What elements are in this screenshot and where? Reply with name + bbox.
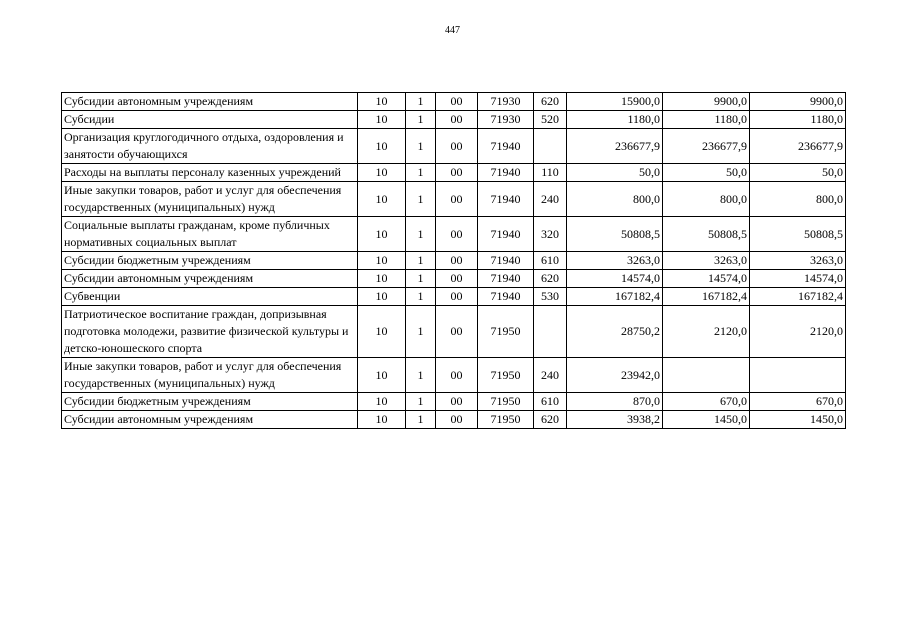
row-name: Субсидии бюджетным учреждениям <box>62 393 358 411</box>
amount-year-3: 50808,5 <box>750 217 846 252</box>
code-program: 00 <box>436 217 478 252</box>
code-section: 10 <box>358 358 406 393</box>
amount-year-1: 3263,0 <box>567 252 663 270</box>
amount-year-3: 236677,9 <box>750 129 846 164</box>
amount-year-1: 14574,0 <box>567 270 663 288</box>
code-article: 71940 <box>478 288 534 306</box>
code-article: 71950 <box>478 306 534 358</box>
code-article: 71930 <box>478 111 534 129</box>
code-article: 71930 <box>478 93 534 111</box>
code-section: 10 <box>358 270 406 288</box>
amount-year-3: 800,0 <box>750 182 846 217</box>
code-expense-type: 320 <box>534 217 567 252</box>
budget-table <box>61 92 846 429</box>
code-section: 10 <box>358 164 406 182</box>
code-program: 00 <box>436 270 478 288</box>
code-article: 71950 <box>478 358 534 393</box>
page-number: 447 <box>445 25 460 36</box>
amount-year-3: 50,0 <box>750 164 846 182</box>
code-expense-type: 610 <box>534 252 567 270</box>
code-expense-type: 610 <box>534 393 567 411</box>
amount-year-2: 9900,0 <box>663 93 750 111</box>
amount-year-3: 167182,4 <box>750 288 846 306</box>
code-article: 71940 <box>478 252 534 270</box>
code-subsection: 1 <box>406 358 436 393</box>
amount-year-1: 3938,2 <box>567 411 663 429</box>
amount-year-3: 9900,0 <box>750 93 846 111</box>
table-row <box>62 306 846 358</box>
code-section: 10 <box>358 306 406 358</box>
amount-year-1: 236677,9 <box>567 129 663 164</box>
code-program: 00 <box>436 358 478 393</box>
table-row <box>62 129 846 164</box>
code-subsection: 1 <box>406 252 436 270</box>
code-subsection: 1 <box>406 393 436 411</box>
amount-year-1: 23942,0 <box>567 358 663 393</box>
row-name: Организация круглогодичного отдыха, оздоровления и занятости обучающихся <box>62 129 358 164</box>
amount-year-2: 167182,4 <box>663 288 750 306</box>
code-subsection: 1 <box>406 411 436 429</box>
amount-year-3: 1180,0 <box>750 111 846 129</box>
code-expense-type: 620 <box>534 411 567 429</box>
amount-year-1: 800,0 <box>567 182 663 217</box>
table-row <box>62 270 846 288</box>
code-program: 00 <box>436 129 478 164</box>
table-row <box>62 217 846 252</box>
row-name: Субсидии автономным учреждениям <box>62 270 358 288</box>
code-program: 00 <box>436 411 478 429</box>
code-subsection: 1 <box>406 288 436 306</box>
amount-year-1: 15900,0 <box>567 93 663 111</box>
code-program: 00 <box>436 252 478 270</box>
code-expense-type <box>534 129 567 164</box>
code-program: 00 <box>436 182 478 217</box>
code-subsection: 1 <box>406 93 436 111</box>
amount-year-3: 3263,0 <box>750 252 846 270</box>
code-subsection: 1 <box>406 270 436 288</box>
amount-year-2: 1180,0 <box>663 111 750 129</box>
table-row <box>62 358 846 393</box>
row-name: Иные закупки товаров, работ и услуг для обеспечения государственных (муниципальных) нужд <box>62 182 358 217</box>
amount-year-2 <box>663 358 750 393</box>
code-subsection: 1 <box>406 306 436 358</box>
code-section: 10 <box>358 182 406 217</box>
row-name: Субсидии автономным учреждениям <box>62 93 358 111</box>
code-expense-type: 620 <box>534 93 567 111</box>
amount-year-2: 14574,0 <box>663 270 750 288</box>
code-expense-type: 240 <box>534 358 567 393</box>
code-expense-type: 620 <box>534 270 567 288</box>
amount-year-2: 670,0 <box>663 393 750 411</box>
table-row <box>62 182 846 217</box>
table-body <box>62 93 846 429</box>
table-row <box>62 411 846 429</box>
amount-year-2: 3263,0 <box>663 252 750 270</box>
row-name: Социальные выплаты гражданам, кроме публичных нормативных социальных выплат <box>62 217 358 252</box>
amount-year-1: 1180,0 <box>567 111 663 129</box>
code-subsection: 1 <box>406 111 436 129</box>
code-expense-type <box>534 306 567 358</box>
code-subsection: 1 <box>406 164 436 182</box>
table-row <box>62 252 846 270</box>
code-section: 10 <box>358 93 406 111</box>
code-program: 00 <box>436 164 478 182</box>
amount-year-1: 28750,2 <box>567 306 663 358</box>
amount-year-2: 50,0 <box>663 164 750 182</box>
code-section: 10 <box>358 393 406 411</box>
code-program: 00 <box>436 393 478 411</box>
code-subsection: 1 <box>406 129 436 164</box>
amount-year-1: 870,0 <box>567 393 663 411</box>
row-name: Субвенции <box>62 288 358 306</box>
row-name: Иные закупки товаров, работ и услуг для обеспечения государственных (муниципальных) нужд <box>62 358 358 393</box>
code-program: 00 <box>436 93 478 111</box>
amount-year-2: 2120,0 <box>663 306 750 358</box>
code-section: 10 <box>358 111 406 129</box>
amount-year-2: 1450,0 <box>663 411 750 429</box>
code-expense-type: 110 <box>534 164 567 182</box>
row-name: Субсидии автономным учреждениям <box>62 411 358 429</box>
code-article: 71940 <box>478 164 534 182</box>
code-expense-type: 240 <box>534 182 567 217</box>
table-row <box>62 393 846 411</box>
code-article: 71940 <box>478 217 534 252</box>
amount-year-1: 167182,4 <box>567 288 663 306</box>
code-subsection: 1 <box>406 217 436 252</box>
row-name: Субсидии бюджетным учреждениям <box>62 252 358 270</box>
amount-year-3: 14574,0 <box>750 270 846 288</box>
code-program: 00 <box>436 111 478 129</box>
amount-year-3: 2120,0 <box>750 306 846 358</box>
table-row <box>62 93 846 111</box>
table-row <box>62 288 846 306</box>
code-expense-type: 530 <box>534 288 567 306</box>
code-subsection: 1 <box>406 182 436 217</box>
row-name: Субсидии <box>62 111 358 129</box>
code-article: 71940 <box>478 182 534 217</box>
code-section: 10 <box>358 252 406 270</box>
amount-year-3: 1450,0 <box>750 411 846 429</box>
code-article: 71950 <box>478 411 534 429</box>
amount-year-2: 50808,5 <box>663 217 750 252</box>
code-expense-type: 520 <box>534 111 567 129</box>
code-program: 00 <box>436 306 478 358</box>
code-section: 10 <box>358 288 406 306</box>
amount-year-3: 670,0 <box>750 393 846 411</box>
code-section: 10 <box>358 217 406 252</box>
amount-year-1: 50808,5 <box>567 217 663 252</box>
row-name: Расходы на выплаты персоналу казенных учреждений <box>62 164 358 182</box>
code-program: 00 <box>436 288 478 306</box>
table-row <box>62 111 846 129</box>
code-article: 71940 <box>478 129 534 164</box>
amount-year-1: 50,0 <box>567 164 663 182</box>
code-article: 71950 <box>478 393 534 411</box>
code-article: 71940 <box>478 270 534 288</box>
amount-year-2: 236677,9 <box>663 129 750 164</box>
amount-year-3 <box>750 358 846 393</box>
amount-year-2: 800,0 <box>663 182 750 217</box>
code-section: 10 <box>358 129 406 164</box>
row-name: Патриотическое воспитание граждан, допризывная подготовка молодежи, развитие физической культуры и детско-юношеского спорта <box>62 306 358 358</box>
code-section: 10 <box>358 411 406 429</box>
table-row <box>62 164 846 182</box>
